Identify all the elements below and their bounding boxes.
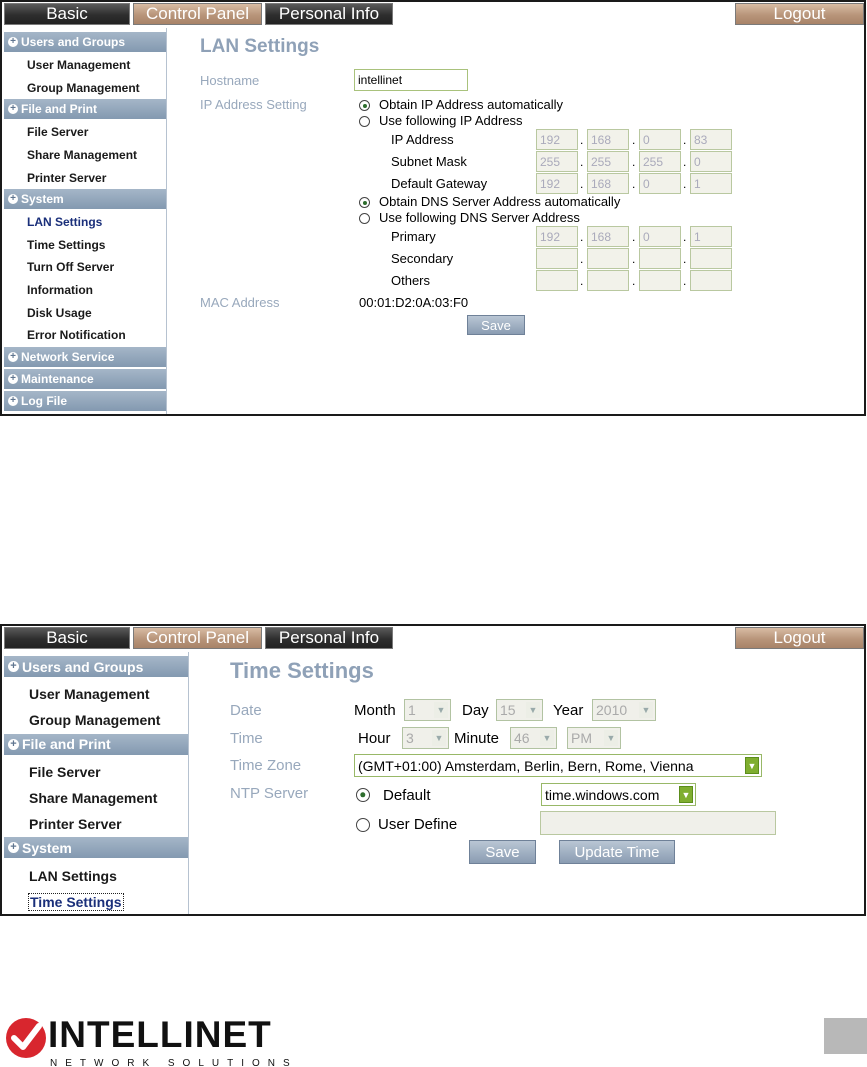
sidebar-item-label: Printer Server — [29, 816, 122, 833]
chevron-down-icon: ▼ — [679, 786, 693, 803]
am-pm-select[interactable] — [567, 727, 621, 749]
chevron-down-icon: ▼ — [639, 702, 653, 718]
others-dns-label: Others — [391, 273, 431, 288]
ip-octet-3-input[interactable]: 0 — [639, 129, 681, 150]
year-select[interactable] — [592, 699, 656, 721]
primary-dns-label: Primary — [391, 229, 436, 244]
sidebar-item-share-management[interactable] — [4, 785, 188, 811]
sidebar-item-label: File Server — [29, 763, 101, 780]
hour-value: 3 — [406, 730, 414, 746]
obtain-dns-auto-label: Obtain DNS Server Address automatically — [379, 194, 621, 209]
section-label: System — [21, 191, 64, 206]
expand-plus-icon: + — [8, 194, 18, 204]
tab-personal-info[interactable]: Personal Info — [265, 627, 393, 649]
expand-plus-icon: + — [8, 396, 18, 406]
octet-separator: . — [632, 252, 636, 266]
section-label: System — [22, 839, 72, 856]
sidebar-section-users-and-groups[interactable] — [4, 32, 166, 53]
obtain-dns-auto-radio[interactable] — [359, 197, 370, 208]
obtain-ip-auto-radio[interactable] — [359, 100, 370, 111]
ntp-user-define-radio[interactable] — [356, 818, 370, 832]
octet-separator: . — [683, 155, 687, 169]
sidebar-section-users-and-groups[interactable] — [4, 656, 188, 678]
expand-plus-icon: + — [8, 104, 18, 114]
time-label: Time — [230, 730, 263, 747]
sidebar-item-label: LAN Settings — [27, 215, 103, 230]
sidebar-section-maintenance[interactable] — [4, 369, 166, 390]
day-label: Day — [462, 702, 489, 719]
others-dns-octet-1-input[interactable] — [536, 270, 578, 291]
chevron-down-icon: ▼ — [434, 702, 448, 718]
month-label: Month — [354, 702, 396, 719]
section-label: Log File — [21, 393, 67, 408]
ip-address-label: IP Address — [391, 132, 454, 147]
mac-address-label: MAC Address — [200, 295, 280, 310]
others-dns-octet-2-input[interactable] — [587, 270, 629, 291]
sidebar-section-system[interactable] — [4, 837, 188, 859]
minute-value: 46 — [514, 730, 530, 746]
logo-tagline: NETWORK SOLUTIONS — [50, 1058, 298, 1067]
logo-wordmark: INTELLINET — [48, 1014, 272, 1055]
sidebar-section-log-file[interactable] — [4, 391, 166, 412]
sidebar-item-user-management[interactable] — [4, 681, 188, 707]
page-title: LAN Settings — [200, 36, 320, 57]
tab-control-panel[interactable]: Control Panel — [133, 3, 262, 25]
gateway-octet-4-input[interactable]: 1 — [690, 173, 732, 194]
mask-octet-4-input[interactable]: 0 — [690, 151, 732, 172]
time-zone-value: (GMT+01:00) Amsterdam, Berlin, Bern, Rome, Vienna — [358, 757, 694, 774]
gateway-octet-2-input[interactable]: 168 — [587, 173, 629, 194]
ip-octet-4-input[interactable]: 83 — [690, 129, 732, 150]
sidebar-item-information[interactable] — [4, 279, 166, 302]
sidebar-section-system[interactable] — [4, 189, 166, 210]
sidebar-item-label: Share Management — [27, 148, 138, 163]
sidebar-item-time-settings[interactable] — [4, 234, 166, 257]
expand-plus-icon: + — [8, 739, 19, 750]
chevron-down-icon: ▼ — [526, 702, 540, 718]
day-select[interactable] — [496, 699, 543, 721]
sidebar-item-label: Group Management — [29, 712, 161, 729]
octet-separator: . — [632, 230, 636, 244]
octet-separator: . — [632, 133, 636, 147]
mask-octet-3-input[interactable]: 255 — [639, 151, 681, 172]
octet-separator: . — [683, 252, 687, 266]
sidebar-item-label: Time Settings — [27, 237, 106, 252]
use-following-ip-radio[interactable] — [359, 116, 370, 127]
sidebar-item-label: Error Notification — [27, 328, 126, 343]
others-dns-octet-3-input[interactable] — [639, 270, 681, 291]
tab-basic[interactable]: Basic — [4, 627, 130, 649]
octet-separator: . — [580, 133, 584, 147]
sidebar-item-printer-server[interactable] — [4, 811, 188, 837]
sidebar-item-share-management[interactable] — [4, 144, 166, 167]
month-value: 1 — [408, 702, 416, 718]
octet-separator: . — [580, 230, 584, 244]
sidebar-item-error-notification[interactable] — [4, 324, 166, 347]
tab-personal-info[interactable]: Personal Info — [265, 3, 393, 25]
chevron-down-icon: ▼ — [745, 757, 759, 774]
page-number-box — [824, 1018, 867, 1054]
update-time-button[interactable]: Update Time — [559, 840, 675, 864]
gateway-octet-3-input[interactable]: 0 — [639, 173, 681, 194]
octet-separator: . — [683, 177, 687, 191]
ip-address-setting-label: IP Address Setting — [200, 97, 307, 112]
secondary-dns-octet-4-input[interactable] — [690, 248, 732, 269]
hostname-input[interactable]: intellinet — [354, 69, 468, 91]
expand-plus-icon: + — [8, 842, 19, 853]
logout-button[interactable]: Logout — [735, 627, 864, 649]
day-value: 15 — [500, 702, 516, 718]
hour-label: Hour — [358, 730, 391, 747]
sidebar-item-lan-settings[interactable] — [4, 862, 188, 888]
ntp-default-radio[interactable] — [356, 788, 370, 802]
sidebar-item-user-management[interactable] — [4, 54, 166, 77]
sidebar-item-label: File Server — [27, 125, 89, 140]
time-zone-label: Time Zone — [230, 757, 302, 774]
gateway-octet-1-input[interactable]: 192 — [536, 173, 578, 194]
sidebar-item-lan-settings[interactable] — [4, 211, 166, 234]
default-gateway-label: Default Gateway — [391, 176, 488, 191]
secondary-dns-label: Secondary — [391, 251, 454, 266]
primary-dns-octet-1-input[interactable]: 192 — [536, 226, 578, 247]
expand-plus-icon: + — [8, 661, 19, 672]
sidebar-section-network-service[interactable] — [4, 347, 166, 368]
year-label: Year — [553, 702, 584, 719]
mac-address-value: 00:01:D2:0A:03:F0 — [359, 295, 469, 310]
page-title: Time Settings — [230, 658, 374, 683]
sidebar-item-label: Group Management — [27, 80, 140, 95]
hostname-label: Hostname — [200, 73, 260, 88]
chevron-down-icon: ▼ — [540, 730, 554, 746]
month-select[interactable] — [404, 699, 451, 721]
minute-select[interactable] — [510, 727, 557, 749]
section-label: Users and Groups — [21, 35, 126, 49]
mask-octet-1-input[interactable]: 255 — [536, 151, 578, 172]
sidebar-item-label: Time Settings — [30, 893, 122, 910]
sidebar-item-label: Information — [27, 283, 93, 298]
sidebar-item-label: Turn Off Server — [27, 260, 115, 275]
sidebar-section-file-and-print[interactable] — [4, 734, 188, 756]
sidebar-item-group-management[interactable] — [4, 707, 188, 733]
sidebar-item-file-server[interactable] — [4, 759, 188, 785]
subnet-mask-label: Subnet Mask — [391, 154, 467, 169]
time-zone-select[interactable] — [354, 754, 762, 777]
others-dns-octet-4-input[interactable] — [690, 270, 732, 291]
primary-dns-octet-3-input[interactable]: 0 — [639, 226, 681, 247]
tab-basic[interactable]: Basic — [4, 3, 130, 25]
sidebar-item-file-server[interactable] — [4, 121, 166, 144]
primary-dns-octet-2-input[interactable]: 168 — [587, 226, 629, 247]
sidebar-menu — [4, 656, 188, 915]
sidebar-menu — [4, 32, 166, 413]
top-nav-bar — [2, 2, 864, 26]
sidebar-item-time-settings[interactable] — [4, 889, 188, 915]
ntp-server-select[interactable] — [541, 783, 696, 806]
octet-separator: . — [683, 230, 687, 244]
ntp-user-define-label: User Define — [378, 816, 458, 833]
sidebar-item-label: Share Management — [29, 790, 158, 807]
ip-octet-2-input[interactable]: 168 — [587, 129, 629, 150]
octet-separator: . — [632, 177, 636, 191]
tab-control-panel[interactable]: Control Panel — [133, 627, 262, 649]
ntp-server-label: NTP Server — [230, 785, 309, 802]
secondary-dns-octet-3-input[interactable] — [639, 248, 681, 269]
sidebar-divider — [188, 652, 189, 914]
sidebar-item-label: Disk Usage — [27, 305, 92, 320]
octet-separator: . — [683, 133, 687, 147]
am-pm-value: PM — [571, 730, 592, 746]
section-label: Maintenance — [21, 371, 94, 386]
date-label: Date — [230, 702, 262, 719]
minute-label: Minute — [454, 730, 500, 747]
top-nav-bar — [2, 626, 864, 650]
octet-separator: . — [580, 252, 584, 266]
sidebar-item-label: Printer Server — [27, 170, 107, 185]
time-settings-screenshot — [0, 624, 866, 916]
octet-separator: . — [580, 177, 584, 191]
use-following-ip-label: Use following IP Address — [379, 113, 523, 128]
obtain-ip-auto-label: Obtain IP Address automatically — [379, 97, 564, 112]
octet-separator: . — [580, 274, 584, 288]
expand-plus-icon: + — [8, 374, 18, 384]
chevron-down-icon: ▼ — [432, 730, 446, 746]
sidebar-section-file-and-print[interactable] — [4, 99, 166, 120]
secondary-dns-octet-1-input[interactable] — [536, 248, 578, 269]
lan-settings-screenshot — [0, 0, 866, 416]
expand-plus-icon: + — [8, 37, 18, 47]
ntp-server-value: time.windows.com — [545, 786, 660, 803]
use-following-dns-radio[interactable] — [359, 213, 370, 224]
chevron-down-icon: ▼ — [604, 730, 618, 746]
section-label: Network Service — [21, 349, 115, 364]
save-button[interactable]: Save — [467, 315, 525, 335]
use-following-dns-label: Use following DNS Server Address — [379, 210, 580, 225]
sidebar-item-disk-usage[interactable] — [4, 301, 166, 324]
hour-select[interactable] — [402, 727, 449, 749]
ip-octet-1-input[interactable]: 192 — [536, 129, 578, 150]
save-button[interactable]: Save — [469, 840, 536, 864]
year-value: 2010 — [596, 702, 628, 718]
secondary-dns-octet-2-input[interactable] — [587, 248, 629, 269]
primary-dns-octet-4-input[interactable]: 1 — [690, 226, 732, 247]
octet-separator: . — [632, 274, 636, 288]
sidebar-item-label: User Management — [29, 686, 150, 703]
logo-check-icon — [4, 1016, 48, 1060]
sidebar-divider — [166, 28, 167, 414]
sidebar-item-label: User Management — [27, 58, 131, 73]
sidebar-item-turn-off-server[interactable] — [4, 256, 166, 279]
octet-separator: . — [683, 274, 687, 288]
logout-button[interactable]: Logout — [735, 3, 864, 25]
sidebar-item-label: LAN Settings — [29, 867, 117, 884]
section-label: File and Print — [21, 102, 98, 117]
sidebar-item-group-management[interactable] — [4, 77, 166, 100]
octet-separator: . — [632, 155, 636, 169]
sidebar-item-printer-server[interactable] — [4, 166, 166, 189]
octet-separator: . — [580, 155, 584, 169]
ntp-user-define-input[interactable] — [540, 811, 776, 835]
expand-plus-icon: + — [8, 352, 18, 362]
mask-octet-2-input[interactable]: 255 — [587, 151, 629, 172]
section-label: Users and Groups — [22, 658, 144, 675]
section-label: File and Print — [22, 736, 111, 753]
ntp-default-label: Default — [383, 787, 431, 804]
